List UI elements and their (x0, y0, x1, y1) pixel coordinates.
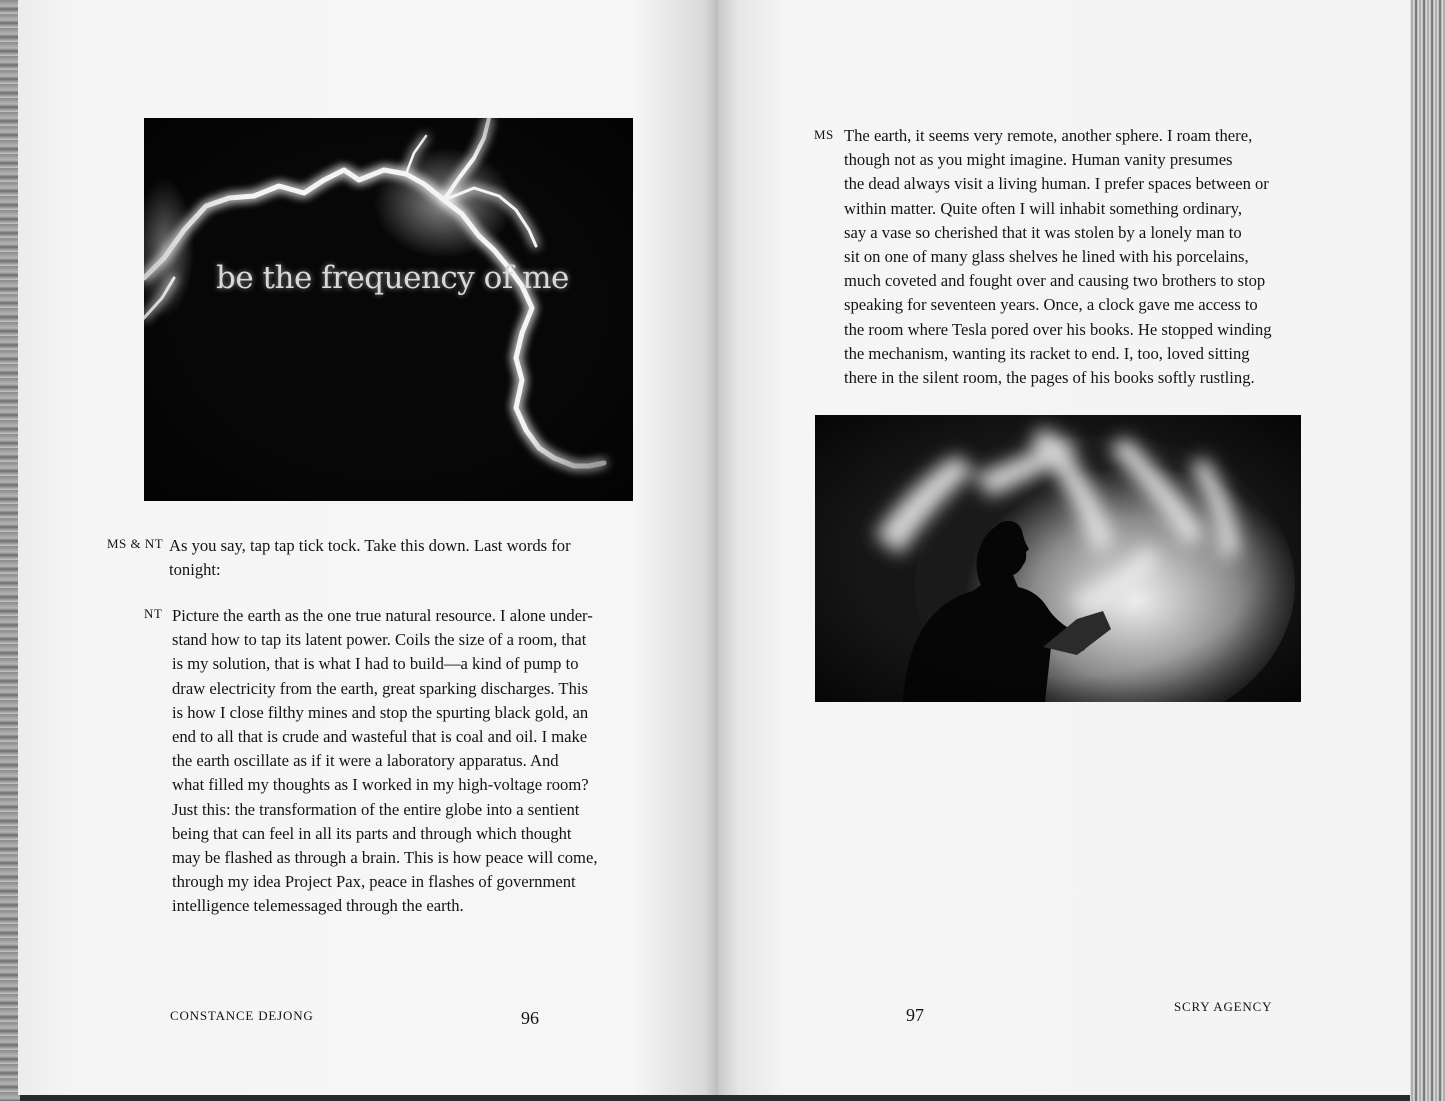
text-line: end to all that is crude and wasteful that is coal and oil. I make (172, 727, 588, 747)
text-line: sit on one of many glass shelves he lined with his porcelains, (844, 247, 1249, 267)
text-line: is my solution, that is what I had to build—a kind of pump to (172, 654, 579, 674)
text-line: stand how to tap its latent power. Coils the size of a room, that (172, 630, 587, 650)
text-line: The earth, it seems very remote, another sphere. I roam there, (844, 126, 1253, 145)
text-line: is how I close filthy mines and stop the spurting black gold, an (172, 702, 589, 722)
dialogue-paragraph (172, 604, 597, 919)
text-line: the earth oscillate as if it were a laboratory apparatus. And (172, 751, 559, 771)
text-line: the mechanism, wanting its racket to end. I, too, loved sitting (844, 343, 1250, 363)
text-line: what filled my thoughts as I worked in my high-voltage room? (172, 775, 589, 795)
page-number: 97 (906, 1005, 924, 1025)
speaker-label: NT (144, 606, 163, 621)
text-line: draw electricity from the earth, great sparking discharges. This (172, 678, 588, 698)
text-line: may be flashed as through a brain. This is how peace will come, (172, 848, 598, 868)
text-line: the dead always visit a living human. I prefer spaces between or (844, 174, 1269, 194)
book-edge-right (1410, 0, 1445, 1101)
text-line: being that can feel in all its parts and through which thought (172, 823, 572, 843)
text-line: through my idea Project Pax, peace in flashes of government (172, 872, 576, 892)
text-line: Just this: the transformation of the entire globe into a sentient (172, 799, 580, 819)
book-edge-left (0, 0, 20, 1101)
left-page (18, 0, 718, 1095)
dialogue-paragraph (169, 534, 571, 582)
running-footer-title: SCRY AGENCY (1174, 999, 1273, 1014)
text-line: within matter. Quite often I will inhabit something ordinary, (844, 198, 1243, 218)
text-line: though not as you might imagine. Human vanity presumes (844, 150, 1233, 170)
text-line: Picture the earth as the one true natural resource. I alone under- (172, 606, 593, 625)
text-line: much coveted and fought over and causing two brothers to stop (844, 271, 1266, 291)
text-line: speaking for seventeen years. Once, a clock gave me access to (844, 295, 1258, 315)
running-footer-author: CONSTANCE DEJONG (170, 1008, 314, 1023)
text-line: there in the silent room, the pages of his books softly rustling. (844, 368, 1255, 388)
speaker-label: MS & NT (107, 536, 164, 551)
right-page (718, 0, 1414, 1095)
page-number: 96 (521, 1008, 539, 1028)
text-line: the room where Tesla pored over his books. He stopped winding (844, 319, 1272, 339)
text-line: intelligence telemessaged through the earth. (172, 896, 464, 916)
text-line: As you say, tap tap tick tock. Take this down. Last words for (169, 536, 571, 555)
speaker-label: MS (814, 127, 834, 142)
image-caption-overlay: be the frequency of me (216, 260, 569, 296)
silhouette-reading-photo (815, 415, 1301, 702)
text-line: tonight: (169, 560, 221, 580)
lightning-photo (144, 118, 633, 501)
text-line: say a vase so cherished that it was stolen by a lonely man to (844, 222, 1242, 242)
dialogue-paragraph (844, 124, 1272, 390)
